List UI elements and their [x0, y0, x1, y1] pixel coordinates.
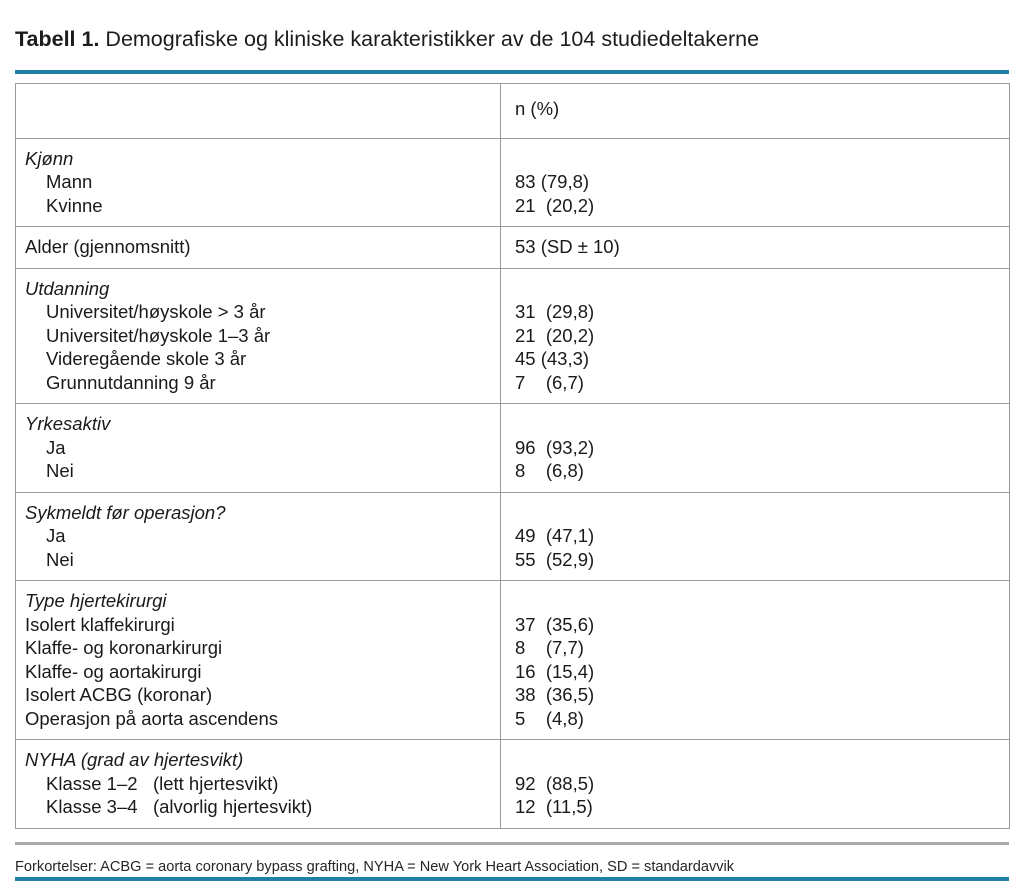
row-value-spacer: [515, 412, 1009, 436]
caption-text: Demografiske og kliniske karakteristikker av de 104 studiedeltakerne: [99, 27, 760, 51]
row-value-cell: [501, 581, 1010, 740]
row-label: Ja: [46, 525, 66, 546]
row-value: 37 (35,6): [515, 613, 595, 635]
row-label: Klasse 1–2 (lett hjertesvikt): [46, 772, 279, 794]
row-value: 92 (88,5): [515, 772, 595, 794]
row-value-group: [501, 139, 1009, 227]
row-value-cell: [501, 740, 1010, 829]
figure-rule-bottom: [15, 877, 1009, 881]
row-label-cell: [16, 581, 501, 740]
row-value-spacer: [515, 501, 1009, 525]
row-value: 83 (79,8): [515, 171, 590, 192]
row-label: Klaffe- og aortakirurgi: [25, 660, 202, 682]
row-label-group: [16, 404, 500, 492]
row-value-group: [501, 269, 1009, 404]
row-label-group: [16, 139, 500, 227]
row-label: Klasse 3–4 (alvorlig hjertesvikt): [46, 796, 313, 817]
footnote-rule: [15, 842, 1009, 845]
table-header-row: [16, 84, 1010, 139]
row-label-cell: [16, 268, 501, 404]
table-row: [16, 740, 1010, 829]
row-value: 12 (11,5): [515, 796, 593, 817]
row-value-cell: [501, 268, 1010, 404]
row-value: 53 (SD ± 10): [515, 236, 620, 257]
row-value: 45 (43,3): [515, 348, 590, 369]
section-title: Alder (gjennomsnitt): [25, 236, 191, 257]
row-label-cell: [16, 227, 501, 269]
table-caption: [15, 0, 1009, 54]
row-label: Mann: [46, 171, 93, 192]
row-label: Grunnutdanning 9 år: [46, 371, 216, 393]
row-value-cell: [501, 404, 1010, 493]
table-row: [16, 227, 1010, 269]
row-value-group: [501, 581, 1009, 739]
row-value-group: [501, 227, 1009, 268]
row-value-cell: [501, 492, 1010, 581]
row-value-cell: [501, 138, 1010, 227]
row-value-spacer: [515, 147, 1009, 171]
header-label-n: n (%): [515, 98, 560, 119]
row-value: 55 (52,9): [515, 548, 595, 570]
row-value: 38 (36,5): [515, 684, 595, 705]
row-label: Universitet/høyskole > 3 år: [46, 301, 266, 322]
row-value: 49 (47,1): [515, 525, 595, 546]
section-title: Kjønn: [25, 147, 74, 169]
section-title: Sykmeldt før operasjon?: [25, 501, 226, 523]
row-label-cell: [16, 740, 501, 829]
row-value: 8 (7,7): [515, 637, 584, 658]
row-value-cell: [501, 227, 1010, 269]
caption-label: Tabell 1.: [15, 27, 100, 51]
row-value: 31 (29,8): [515, 301, 595, 322]
row-label-group: [16, 227, 500, 268]
section-title: NYHA (grad av hjertesvikt): [25, 749, 244, 770]
row-label-cell: [16, 138, 501, 227]
row-value-spacer: [515, 748, 1009, 772]
row-value: 21 (20,2): [515, 194, 595, 216]
row-label-group: [16, 269, 500, 404]
row-value-group: [501, 740, 1009, 828]
table-row: [16, 404, 1010, 493]
table-body: [16, 84, 1010, 139]
row-label-group: [16, 581, 500, 739]
header-cell-n: [501, 84, 1010, 139]
row-label: Nei: [46, 460, 74, 481]
row-value-spacer: [515, 589, 1009, 613]
row-label: Ja: [46, 436, 66, 458]
row-value: 21 (20,2): [515, 324, 595, 346]
row-value-spacer: [515, 277, 1009, 301]
row-label: Operasjon på aorta ascendens: [25, 707, 279, 729]
section-title: Type hjertekirurgi: [25, 590, 167, 611]
header-label-blank: [16, 84, 500, 114]
row-label: Nei: [46, 548, 74, 570]
row-value: 96 (93,2): [515, 436, 595, 458]
table-row: [16, 492, 1010, 581]
row-label: Isolert ACBG (koronar): [25, 684, 213, 705]
row-value: 5 (4,8): [515, 707, 584, 729]
row-label-cell: [16, 404, 501, 493]
row-label-cell: [16, 492, 501, 581]
row-value: 8 (6,8): [515, 460, 584, 481]
row-label-group: [16, 740, 500, 828]
header-cell-blank: [16, 84, 501, 139]
row-value-group: [501, 493, 1009, 581]
table-row: [16, 268, 1010, 404]
row-label: Videregående skole 3 år: [46, 348, 247, 369]
abbreviations-footnote: Forkortelser: ACBG = aorta coronary bypass grafting, NYHA = New York Heart Association, SD = standardavvik: [15, 858, 735, 875]
table-row: [16, 138, 1010, 227]
section-title: Yrkesaktiv: [25, 413, 111, 434]
table-sections: [16, 138, 1010, 828]
section-title: Utdanning: [25, 277, 110, 299]
row-value: 16 (15,4): [515, 660, 595, 682]
row-label: Isolert klaffekirurgi: [25, 613, 175, 635]
caption-rule-top: [15, 70, 1009, 74]
row-label: Kvinne: [46, 194, 103, 216]
row-value: 7 (6,7): [515, 371, 584, 393]
row-label: Universitet/høyskole 1–3 år: [46, 324, 271, 346]
row-label: Klaffe- og koronarkirurgi: [25, 637, 223, 658]
row-label-group: [16, 493, 500, 581]
table-row: [16, 581, 1010, 740]
row-value-group: [501, 404, 1009, 492]
demographics-table: [15, 83, 1010, 829]
